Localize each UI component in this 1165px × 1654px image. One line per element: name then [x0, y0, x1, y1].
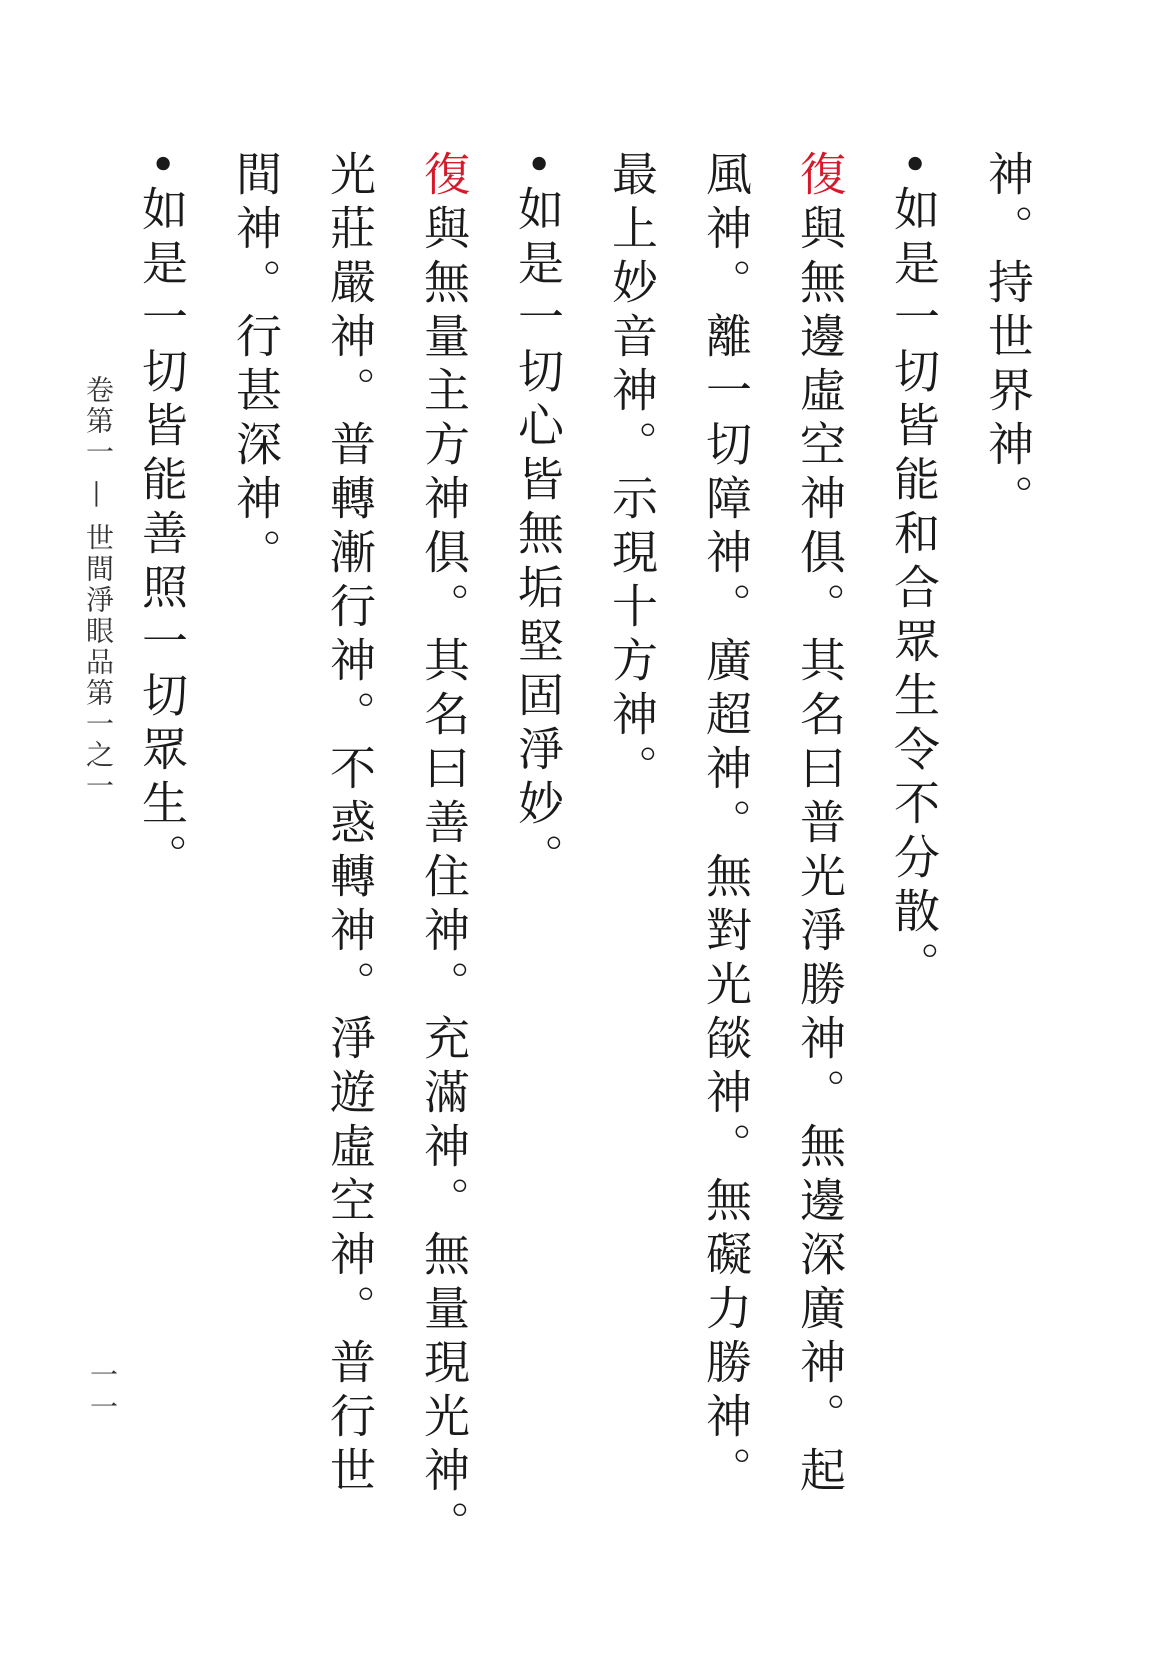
text-column-2: [867, 150, 961, 1530]
bullet-mark: •: [135, 150, 189, 186]
column-text: 間神。行甚深神。: [229, 150, 283, 582]
text-column-8: [303, 150, 397, 1530]
section-start-mark: 復: [417, 150, 471, 204]
bullet-mark: •: [887, 150, 941, 186]
column-text: 如是一切心皆無垢堅固淨妙。: [511, 185, 565, 888]
column-text: 風神。離一切障神。廣超神。無對光燄神。無礙力勝神。: [699, 150, 753, 1500]
column-text: 神。持世界神。: [981, 150, 1035, 528]
text-column-6: [491, 150, 585, 1530]
bullet-mark: •: [511, 150, 565, 186]
column-text: 光莊嚴神。普轉漸行神。不惑轉神。淨遊虛空神。普行世: [323, 150, 377, 1500]
text-column-4: [679, 150, 773, 1530]
scripture-text-body: [115, 150, 1055, 1554]
text-column-10: [115, 150, 209, 1530]
section-start-mark: 復: [793, 150, 847, 204]
page-number: 一一: [86, 1360, 119, 1424]
column-text: 最上妙音神。示現十方神。: [605, 150, 659, 798]
column-text: 如是一切皆能和合眾生令不分散。: [887, 185, 941, 996]
text-column-9: [209, 150, 303, 1530]
column-text: 與無邊虛空神俱。其名曰普光淨勝神。無邊深廣神。起: [793, 204, 847, 1500]
text-column-1: [961, 150, 1055, 1530]
text-column-7: [397, 150, 491, 1554]
running-head: 卷第一 — 世間淨眼品第一之一: [82, 375, 115, 802]
column-text: 與無量主方神俱。其名曰善住神。充滿神。無量現光神。: [417, 204, 471, 1554]
text-column-3: [773, 150, 867, 1530]
column-text: 如是一切皆能善照一切眾生。: [135, 185, 189, 888]
text-column-5: [585, 150, 679, 1530]
